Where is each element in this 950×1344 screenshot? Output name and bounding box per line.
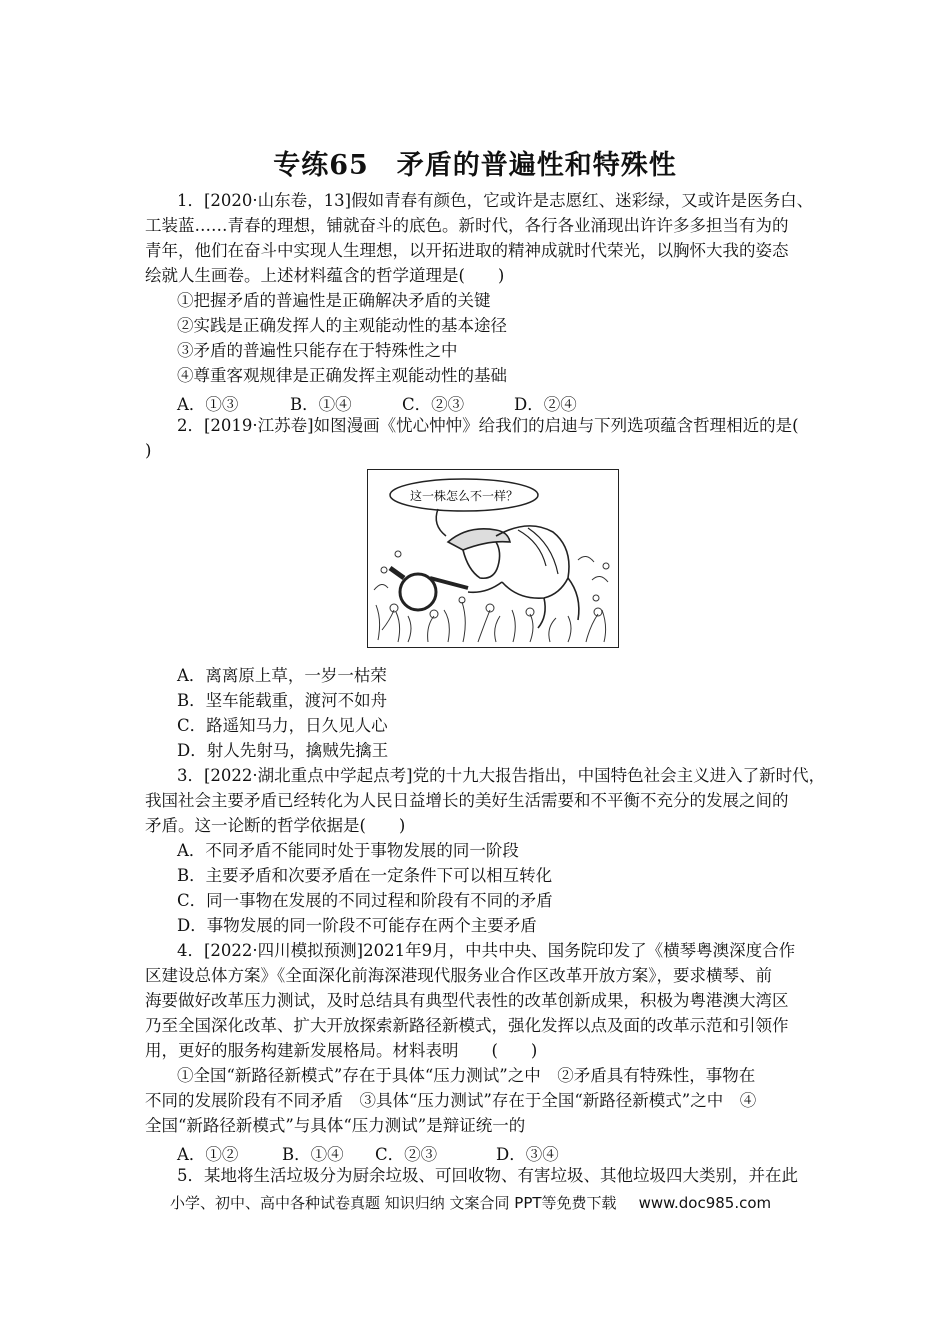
q2-option-d: D．射人先射马，擒贼先擒王 — [177, 741, 389, 760]
q3-option-b: B．主要矛盾和次要矛盾在一定条件下可以相互转化 — [177, 866, 553, 885]
q4-line-2: 区建设总体方案》《全面深化前海深港现代服务业合作区改革开放方案》，要求横琴、前 — [145, 966, 772, 985]
cartoon-illustration — [368, 470, 618, 647]
q2-option-b: B．坚车能载重，渡河不如舟 — [177, 691, 388, 710]
q1-choice-c: C．②③ — [402, 395, 465, 414]
q4-line-3: 海要做好改革压力测试，及时总结具有典型代表性的改革创新成果，积极为粤港澳大湾区 — [145, 991, 789, 1010]
footer-url[interactable]: www.doc985.com — [638, 1194, 772, 1212]
q3-line-2: 我国社会主要矛盾已经转化为人民日益增长的美好生活需要和不平衡不充分的发展之间的 — [145, 791, 789, 810]
q3-option-a: A．不同矛盾不能同时处于事物发展的同一阶段 — [177, 841, 519, 860]
footer — [170, 1192, 771, 1213]
cartoon-figure — [367, 469, 619, 648]
q1-choice-b: B．①④ — [290, 395, 352, 414]
q4-item-line-1: ①全国“新路径新模式”存在于具体“压力测试”之中 ②矛盾具有特殊性，事物在 — [177, 1066, 756, 1085]
q4-choice-c: C．②③ — [375, 1145, 438, 1164]
q4-choice-a: A．①② — [177, 1145, 239, 1164]
speech-tail — [436, 509, 446, 536]
q1-item-2: ②实践是正确发挥人的主观能动性的基本途径 — [177, 316, 507, 335]
q1-item-4: ④尊重客观规律是正确发挥主观能动性的基础 — [177, 366, 507, 385]
plants-decoration — [374, 551, 609, 642]
q4-choice-d: D．③④ — [496, 1145, 559, 1164]
q1-choice-a: A．①③ — [177, 395, 239, 414]
q1-line-2: 工装蓝……青春的理想，铺就奋斗的底色。新时代，各行各业涌现出许许多多担当有为的 — [145, 216, 789, 235]
magnifying-glass-icon — [390, 568, 468, 610]
q4-choice-b: B．①④ — [282, 1145, 344, 1164]
q1-line-3: 青年，他们在奋斗中实现人生理想，以开拓进取的精神成就时代荣光，以胸怀大我的姿态 — [145, 241, 789, 260]
q2-option-c: C．路遥知马力，日久见人心 — [177, 716, 388, 735]
q5-line-1: 5．某地将生活垃圾分为厨余垃圾、可回收物、有害垃圾、其他垃圾四大类别，并在此 — [177, 1166, 798, 1185]
q4-line-1: 4．[2022·四川模拟预测]2021年9月，中共中央、国务院印发了《横琴粤澳深度合作 — [177, 941, 796, 960]
q1-choices — [177, 391, 577, 415]
q4-line-5: 用，更好的服务构建新发展格局。材料表明 ( ) — [145, 1041, 538, 1060]
q4-line-4: 乃至全国深化改革、扩大开放探索新路径新模式，强化发挥以点及面的改革示范和引领作 — [145, 1016, 789, 1035]
speech-text: 这一株怎么不一样？ — [409, 489, 519, 503]
q1-item-1: ①把握矛盾的普遍性是正确解决矛盾的关键 — [177, 291, 491, 310]
q3-option-d: D．事物发展的同一阶段不可能存在两个主要矛盾 — [177, 916, 537, 935]
q4-choices — [177, 1141, 559, 1165]
q2-line-2: ) — [145, 441, 152, 460]
q4-item-line-2: 不同的发展阶段有不同矛盾 ③具体“压力测试”存在于全国“新路径新模式”之中 ④ — [145, 1091, 757, 1110]
q1-line-1: 1．[2020·山东卷，13]假如青春有颜色，它或许是志愿红、迷彩绿，又或许是医务白、 — [177, 191, 814, 210]
q2-option-a: A．离离原上草，一岁一枯荣 — [177, 666, 387, 685]
q4-item-line-3: 全国“新路径新模式”与具体“压力测试”是辩证统一的 — [145, 1116, 526, 1135]
q1-line-4: 绘就人生画卷。上述材料蕴含的哲学道理是( ) — [145, 266, 505, 285]
page-title: 专练65 矛盾的普遍性和特殊性 — [273, 150, 677, 181]
q3-option-c: C．同一事物在发展的不同过程和阶段有不同的矛盾 — [177, 891, 553, 910]
q2-line-1: 2．[2019·江苏卷]如图漫画《忧心忡忡》给我们的启迪与下列选项蕴含哲理相近的是( — [177, 416, 799, 435]
q3-line-3: 矛盾。这一论断的哲学依据是( ) — [145, 816, 406, 835]
q3-line-1: 3．[2022·湖北重点中学起点考]党的十九大报告指出，中国特色社会主义进入了新时代， — [177, 766, 826, 785]
footer-text: 小学、初中、高中各种试卷真题 知识归纳 文案合同 PPT等免费下载 — [170, 1194, 617, 1212]
q1-choice-d: D．②④ — [514, 395, 577, 414]
q1-item-3: ③矛盾的普遍性只能存在于特殊性之中 — [177, 341, 458, 360]
